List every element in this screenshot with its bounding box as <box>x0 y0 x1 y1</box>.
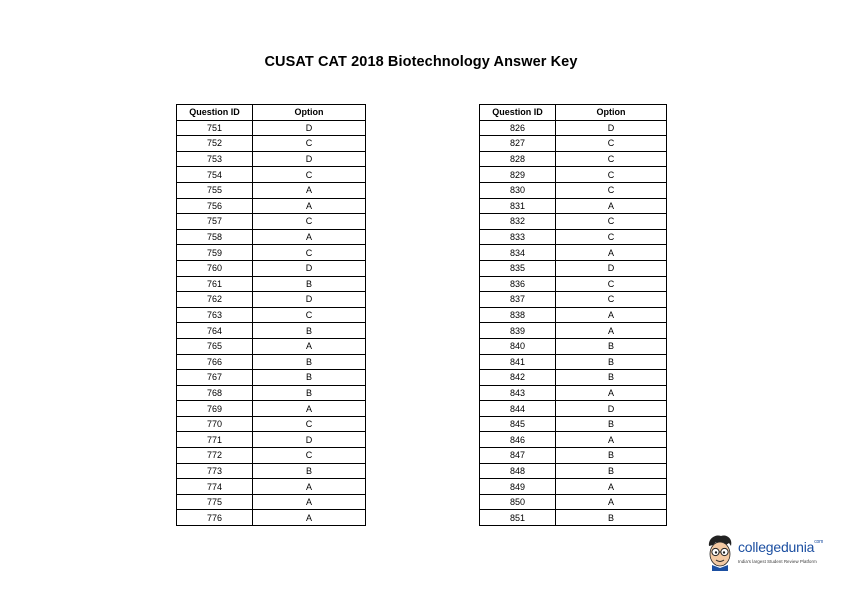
table-row <box>177 245 366 261</box>
question-id-cell: 836 <box>480 276 556 292</box>
option-cell: A <box>253 479 366 495</box>
table-row <box>480 494 667 510</box>
option-cell: A <box>556 432 667 448</box>
table-row <box>177 510 366 526</box>
table-row <box>480 463 667 479</box>
option-cell: C <box>253 448 366 464</box>
question-id-cell: 776 <box>177 510 253 526</box>
option-cell: A <box>253 401 366 417</box>
option-cell: B <box>556 448 667 464</box>
option-cell: A <box>253 494 366 510</box>
table-row <box>480 479 667 495</box>
table-row <box>177 182 366 198</box>
option-cell: D <box>253 260 366 276</box>
table-row <box>480 260 667 276</box>
table-row <box>480 370 667 386</box>
option-cell: B <box>556 463 667 479</box>
question-id-cell: 845 <box>480 416 556 432</box>
table-row <box>480 151 667 167</box>
question-id-cell: 847 <box>480 448 556 464</box>
option-cell: C <box>253 245 366 261</box>
option-cell: A <box>556 307 667 323</box>
question-id-cell: 775 <box>177 494 253 510</box>
option-cell: B <box>556 370 667 386</box>
column-header-option: Option <box>556 105 667 121</box>
question-id-cell: 844 <box>480 401 556 417</box>
option-cell: A <box>556 245 667 261</box>
question-id-cell: 842 <box>480 370 556 386</box>
table-row <box>480 167 667 183</box>
column-header-question-id: Question ID <box>177 105 253 121</box>
question-id-cell: 830 <box>480 182 556 198</box>
table-row <box>177 323 366 339</box>
option-cell: D <box>253 292 366 308</box>
answer-key-table-right <box>479 104 667 526</box>
option-cell: C <box>253 167 366 183</box>
table-row <box>177 385 366 401</box>
table-row <box>177 198 366 214</box>
question-id-cell: 827 <box>480 136 556 152</box>
option-cell: A <box>253 198 366 214</box>
question-id-cell: 762 <box>177 292 253 308</box>
option-cell: B <box>253 463 366 479</box>
table-row <box>480 385 667 401</box>
table-row <box>480 136 667 152</box>
table-row <box>177 276 366 292</box>
table-row <box>177 167 366 183</box>
table-row <box>177 370 366 386</box>
option-cell: B <box>253 370 366 386</box>
option-cell: D <box>253 120 366 136</box>
question-id-cell: 828 <box>480 151 556 167</box>
table-row <box>177 151 366 167</box>
option-cell: C <box>556 136 667 152</box>
option-cell: C <box>253 136 366 152</box>
question-id-cell: 831 <box>480 198 556 214</box>
option-cell: A <box>253 510 366 526</box>
option-cell: B <box>253 354 366 370</box>
answer-key-table-left <box>176 104 366 526</box>
question-id-cell: 755 <box>177 182 253 198</box>
table-header-row <box>480 105 667 121</box>
table-row <box>480 214 667 230</box>
question-id-cell: 759 <box>177 245 253 261</box>
table-row <box>480 338 667 354</box>
option-cell: C <box>556 214 667 230</box>
option-cell: B <box>253 276 366 292</box>
table-row <box>177 463 366 479</box>
question-id-cell: 757 <box>177 214 253 230</box>
question-id-cell: 849 <box>480 479 556 495</box>
question-id-cell: 765 <box>177 338 253 354</box>
question-id-cell: 752 <box>177 136 253 152</box>
column-header-option: Option <box>253 105 366 121</box>
option-cell: C <box>253 416 366 432</box>
question-id-cell: 763 <box>177 307 253 323</box>
option-cell: C <box>253 214 366 230</box>
table-row <box>480 448 667 464</box>
table-row <box>480 229 667 245</box>
table-row <box>480 323 667 339</box>
question-id-cell: 850 <box>480 494 556 510</box>
question-id-cell: 767 <box>177 370 253 386</box>
option-cell: B <box>253 385 366 401</box>
question-id-cell: 839 <box>480 323 556 339</box>
column-header-question-id: Question ID <box>480 105 556 121</box>
question-id-cell: 835 <box>480 260 556 276</box>
option-cell: C <box>556 276 667 292</box>
table-row <box>480 198 667 214</box>
option-cell: D <box>556 401 667 417</box>
table-row <box>480 354 667 370</box>
option-cell: B <box>556 416 667 432</box>
question-id-cell: 840 <box>480 338 556 354</box>
question-id-cell: 774 <box>177 479 253 495</box>
option-cell: A <box>556 479 667 495</box>
question-id-cell: 772 <box>177 448 253 464</box>
option-cell: D <box>556 260 667 276</box>
option-cell: B <box>556 338 667 354</box>
question-id-cell: 751 <box>177 120 253 136</box>
table-row <box>480 416 667 432</box>
option-cell: C <box>556 167 667 183</box>
table-row <box>177 229 366 245</box>
question-id-cell: 848 <box>480 463 556 479</box>
table-row <box>177 260 366 276</box>
option-cell: A <box>253 229 366 245</box>
question-id-cell: 771 <box>177 432 253 448</box>
logo-superscript: com <box>814 539 824 545</box>
option-cell: D <box>253 432 366 448</box>
logo-wordmark: collegedunia <box>738 539 815 555</box>
option-cell: C <box>556 229 667 245</box>
table-row <box>177 292 366 308</box>
table-row <box>480 292 667 308</box>
table-row <box>177 354 366 370</box>
option-cell: C <box>556 182 667 198</box>
question-id-cell: 770 <box>177 416 253 432</box>
question-id-cell: 833 <box>480 229 556 245</box>
table-row <box>177 214 366 230</box>
question-id-cell: 843 <box>480 385 556 401</box>
question-id-cell: 768 <box>177 385 253 401</box>
option-cell: A <box>556 198 667 214</box>
table-row <box>177 307 366 323</box>
option-cell: B <box>556 354 667 370</box>
table-row <box>177 494 366 510</box>
option-cell: C <box>253 307 366 323</box>
table-row <box>177 416 366 432</box>
table-row <box>177 136 366 152</box>
question-id-cell: 761 <box>177 276 253 292</box>
question-id-cell: 760 <box>177 260 253 276</box>
table-row <box>480 120 667 136</box>
table-row <box>177 120 366 136</box>
option-cell: A <box>253 182 366 198</box>
table-row <box>480 432 667 448</box>
option-cell: D <box>556 120 667 136</box>
question-id-cell: 764 <box>177 323 253 339</box>
table-header-row <box>177 105 366 121</box>
option-cell: D <box>253 151 366 167</box>
question-id-cell: 851 <box>480 510 556 526</box>
option-cell: C <box>556 151 667 167</box>
question-id-cell: 832 <box>480 214 556 230</box>
question-id-cell: 773 <box>177 463 253 479</box>
question-id-cell: 838 <box>480 307 556 323</box>
option-cell: A <box>556 385 667 401</box>
mascot-icon <box>704 534 736 572</box>
question-id-cell: 754 <box>177 167 253 183</box>
table-row <box>177 338 366 354</box>
option-cell: B <box>556 510 667 526</box>
table-row <box>480 401 667 417</box>
question-id-cell: 834 <box>480 245 556 261</box>
question-id-cell: 837 <box>480 292 556 308</box>
table-row <box>177 448 366 464</box>
table-row <box>177 479 366 495</box>
question-id-cell: 826 <box>480 120 556 136</box>
question-id-cell: 756 <box>177 198 253 214</box>
question-id-cell: 829 <box>480 167 556 183</box>
question-id-cell: 753 <box>177 151 253 167</box>
option-cell: B <box>253 323 366 339</box>
question-id-cell: 841 <box>480 354 556 370</box>
table-row <box>480 510 667 526</box>
collegedunia-logo <box>704 534 828 574</box>
option-cell: A <box>556 494 667 510</box>
option-cell: A <box>556 323 667 339</box>
page-title: CUSAT CAT 2018 Biotechnology Answer Key <box>264 54 578 70</box>
table-row <box>480 307 667 323</box>
option-cell: C <box>556 292 667 308</box>
question-id-cell: 766 <box>177 354 253 370</box>
question-id-cell: 846 <box>480 432 556 448</box>
logo-tagline: India's largest Student Review Platform <box>738 559 817 564</box>
table-row <box>480 276 667 292</box>
question-id-cell: 769 <box>177 401 253 417</box>
option-cell: A <box>253 338 366 354</box>
table-row <box>480 182 667 198</box>
table-row <box>177 401 366 417</box>
table-row <box>177 432 366 448</box>
question-id-cell: 758 <box>177 229 253 245</box>
table-row <box>480 245 667 261</box>
